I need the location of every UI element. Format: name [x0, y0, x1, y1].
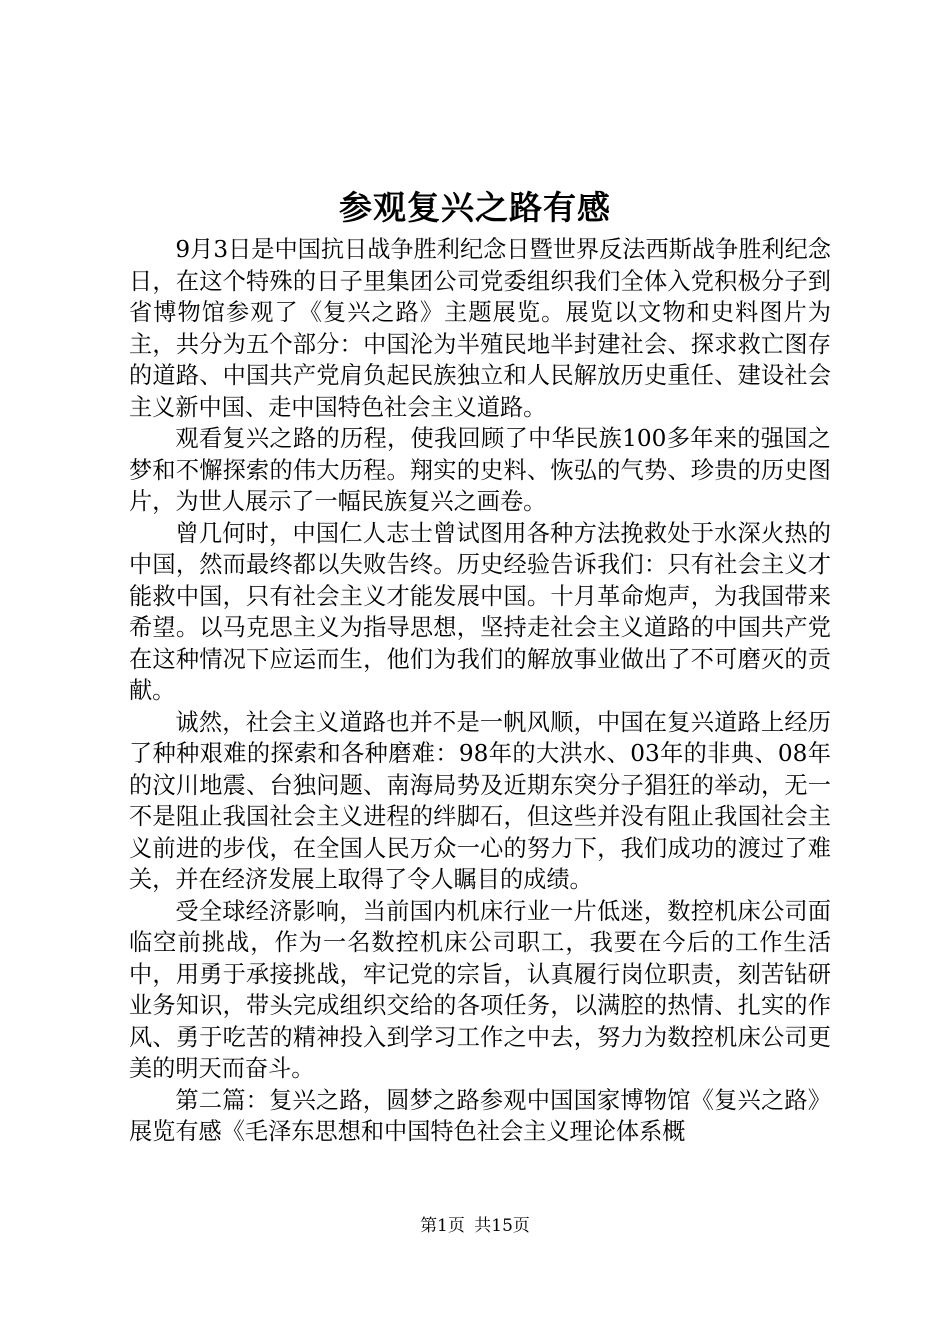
page-title: 参观复兴之路有感: [339, 188, 611, 227]
paragraph-2: 观看复兴之路的历程，使我回顾了中华民族100多年来的强国之梦和不懈探索的伟大历程。翔实的史料、恢弘的气势、珍贵的历史图片，为世人展示了一幅民族复兴之画卷。: [129, 425, 831, 515]
page-number: 第1页: [420, 1216, 465, 1236]
paragraph-6: 第二篇：复兴之路，圆梦之路参观中国国家博物馆《复兴之路》展览有感《毛泽东思想和中国特色社会主义理论体系概: [129, 1086, 831, 1145]
paragraph-1: 9月3日是中国抗日战争胜利纪念日暨世界反法西斯战争胜利纪念日，在这个特殊的日子里集团公司党委组织我们全体入党积极分子到省博物馆参观了《复兴之路》主题展览。展览以文物和史料图片为主，共分为五个部分：中国沦为半殖民地半封建社会、探求救亡图存的道路、中国共产党肩负起民族独立和人民解放历史重任、建设社会主义新中国、走中国特色社会主义道路。: [129, 236, 831, 421]
page-total: 共15页: [474, 1216, 530, 1236]
page-footer: [0, 1214, 950, 1238]
paragraph-3: 曾几何时，中国仁人志士曾试图用各种方法挽救处于水深火热的中国，然而最终都以失败告终。历史经验告诉我们：只有社会主义才能救中国，只有社会主义才能发展中国。十月革命炮声，为我国带来希望。以马克思主义为指导思想，坚持走社会主义道路的中国共产党在这种情况下应运而生，他们为我们的解放事业做出了不可磨灭的贡献。: [129, 519, 831, 704]
paragraph-4: 诚然，社会主义道路也并不是一帆风顺，中国在复兴道路上经历了种种艰难的探索和各种磨难：98年的大洪水、03年的非典、08年的汶川地震、台独问题、南海局势及近期东突分子猖狂的举动，无一不是阻止我国社会主义进程的绊脚石，但这些并没有阻止我国社会主义前进的步伐，在全国人民万众一心的努力下，我们成功的渡过了难关，并在经济发展上取得了令人瞩目的成绩。: [129, 708, 831, 893]
paragraph-5: 受全球经济影响，当前国内机床行业一片低迷，数控机床公司面临空前挑战，作为一名数控机床公司职工，我要在今后的工作生活中，用勇于承接挑战，牢记党的宗旨，认真履行岗位职责，刻苦钻研业务知识，带头完成组织交给的各项任务，以满腔的热情、扎实的作风、勇于吃苦的精神投入到学习工作之中去，努力为数控机床公司更美的明天而奋斗。: [129, 897, 831, 1082]
document-body: [129, 234, 831, 1148]
